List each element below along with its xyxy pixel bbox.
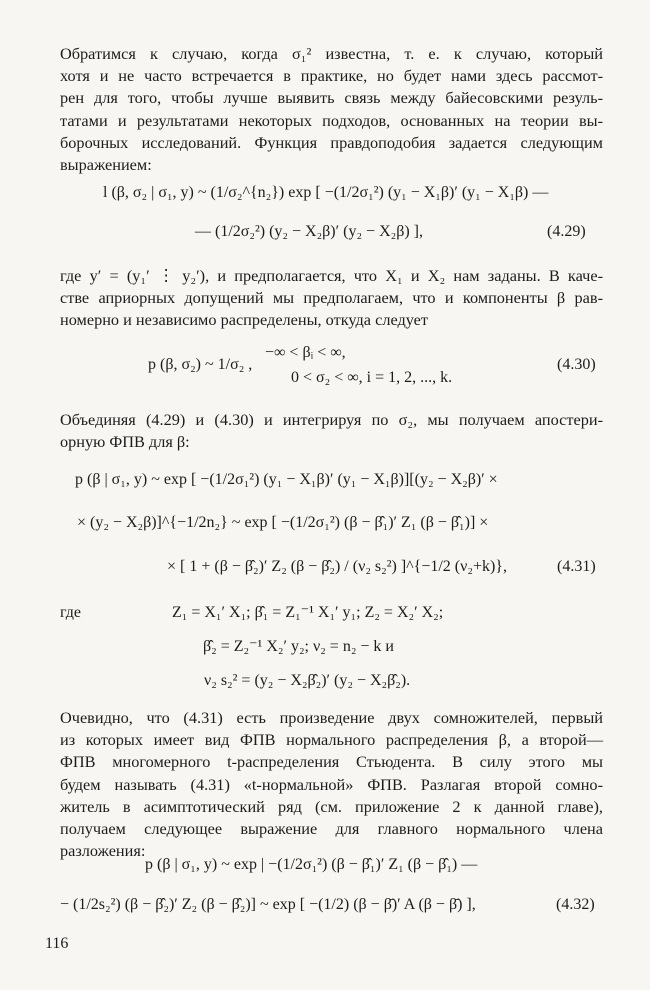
- text-line: получаем следующее выражение для главного нормального члена: [60, 819, 603, 839]
- text-line: Обратимся к случаю, когда σ₁² известна, т. е. к случаю, который: [60, 44, 603, 63]
- equation-4-31-line-1: p (β | σ₁, y) ~ exp [ −(1/2σ₁²) (y₁ − X₁β)′ (y₁ − X₁β)][(y₂ − X₂β)′ ×: [75, 471, 498, 488]
- text-line: разложения:: [60, 841, 146, 861]
- equation-4-30-condition-2: 0 < σ₂ < ∞, i = 1, 2, ..., k.: [291, 369, 453, 386]
- text-line: борочных исследований. Функция правдоподобия задается следующим: [60, 132, 603, 152]
- text-line: Объединяя (4.29) и (4.30) и интегрируя по σ₂, мы получаем апостери-: [60, 410, 603, 429]
- text-line: Очевидно, что (4.31) есть произведение двух сомножителей, первый: [60, 708, 603, 727]
- page-number: 116: [45, 935, 69, 952]
- equation-4-29-line-1: l (β, σ₂ | σ₁, y) ~ (1/σ₂^{n₂}) exp [ −(1/2σ₁²) (y₁ − X₁β)′ (y₁ − X₁β) —: [103, 184, 549, 201]
- definitions-line-3: ν₂ s₂² = (y₂ − X₂β̂₂)′ (y₂ − X₂β̂₂).: [204, 672, 411, 689]
- text-line: стве априорных допущений мы предполагаем, что и компоненты β рав-: [60, 288, 603, 308]
- text-line: выражением:: [60, 155, 152, 175]
- equation-4-32-line-1: p (β | σ₁, y) ~ exp | −(1/2σ₁²) (β − β̂₁)′ Z₁ (β − β̂₁) —: [145, 856, 478, 873]
- text-line: где y′ = (y₁′ ⋮ y₂′), и предполагается, что X₁ и X₂ нам заданы. В каче-: [60, 266, 603, 285]
- equation-number-4-31: (4.31): [557, 558, 596, 575]
- equation-number-4-30: (4.30): [557, 356, 596, 373]
- text-line: из которых имеет вид ФПВ нормального распределения β, а второй—: [60, 730, 603, 750]
- equation-4-31-line-2: × (y₂ − X₂β)]^{−1/2n₂} ~ exp [ −(1/2σ₁²) (β − β̂₁)′ Z₁ (β − β̂₁)] ×: [77, 514, 489, 531]
- definitions-line-2: β̂₂ = Z₂⁻¹ X₂′ y₂; ν₂ = n₂ − k и: [203, 638, 394, 655]
- paragraph-t-normal: [60, 707, 603, 862]
- paragraph-intro: [60, 43, 603, 176]
- equation-4-30-condition-1: −∞ < βᵢ < ∞,: [265, 344, 346, 361]
- text-line: ФПВ многомерного t-распределения Стьюдента. В силу этого мы: [60, 752, 603, 772]
- equation-number-4-32: (4.32): [556, 896, 595, 913]
- definitions-line-1: Z₁ = X₁′ X₁; β̂₁ = Z₁⁻¹ X₁′ y₁; Z₂ = X₂′ X₂;: [172, 604, 444, 621]
- where-label: где: [60, 604, 82, 621]
- equation-4-30-left: p (β, σ₂) ~ 1/σ₂ ,: [148, 356, 253, 373]
- equation-4-31-line-3: × [ 1 + (β − β̂₂)′ Z₂ (β − β̂₂) / (ν₂ s₂²) ]^{−1/2 (ν₂+k)},: [167, 558, 507, 575]
- text-line: будем называть (4.31) «t-нормальной» ФПВ. Разлагая второй сомно-: [60, 774, 603, 794]
- text-line: житель в асимптотический ряд (см. приложение 2 к данной главе),: [60, 796, 603, 816]
- text-line: татами и результатами некоторых подходов, основанных на теории вы-: [60, 110, 603, 130]
- paragraph-posterior: [60, 409, 603, 453]
- equation-4-29-line-2: — (1/2σ₂²) (y₂ − X₂β)′ (y₂ − X₂β) ],: [195, 223, 423, 240]
- equation-number-4-29: (4.29): [547, 223, 586, 240]
- text-line: хотя и не часто встречается в практике, но будет нами здесь рассмот-: [60, 66, 603, 86]
- text-line: рен для того, чтобы лучше выявить связь между байесовскими резуль-: [60, 88, 603, 108]
- text-line: номерно и независимо распределены, откуда следует: [60, 310, 429, 330]
- text-line: орную ФПВ для β:: [60, 432, 190, 452]
- equation-4-32-line-2: − (1/2s₂²) (β − β̂₂)′ Z₂ (β − β̂₂)] ~ exp [ −(1/2) (β − β̄)′ A (β − β̄) ],: [60, 896, 476, 913]
- paragraph-prior: [60, 265, 603, 332]
